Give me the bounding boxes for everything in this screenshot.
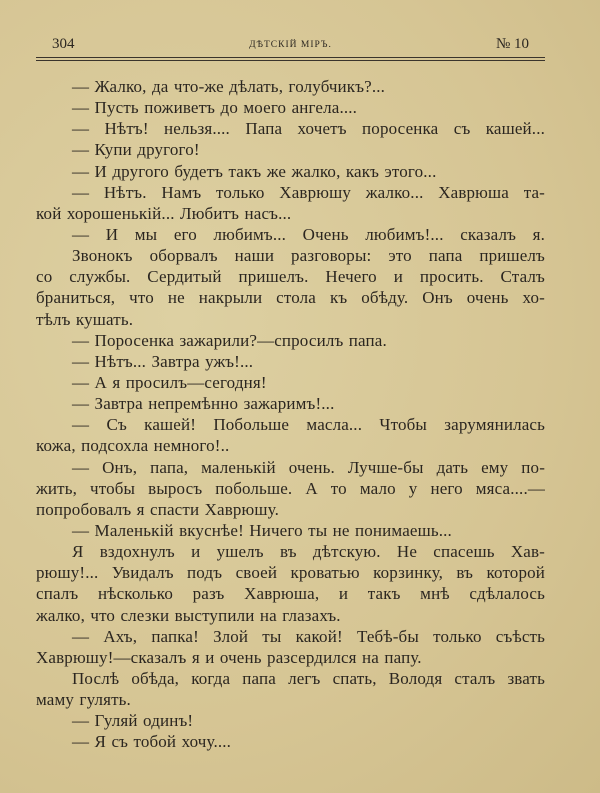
text-line: кой хорошенькій... Любитъ насъ... [36,203,292,223]
text-line: — Маленькій вкуснѣе! Ничего ты не понимаешь... [72,520,452,540]
paragraph [36,393,545,414]
text-line: — Жалко, да что-же дѣлать, голубчикъ?... [72,77,386,96]
text-line: спалъ нѣсколько разъ Хаврюша, и такъ мнѣ сдѣлалось [36,584,545,604]
paragraph [36,541,545,626]
text-line: жить, чтобы выросъ побольше. А то мало у него мяса....— [36,478,545,498]
text-line: — И мы его любимъ... Очень любимъ!... сказалъ я. [72,224,545,244]
text-line: тѣлъ кушать. [36,309,134,329]
running-header [36,34,545,56]
text-line: Звонокъ оборвалъ наши разговоры: это папа пришелъ [72,246,545,266]
text-line: — Ахъ, папка! Злой ты какой! Тебѣ-бы только съѣсть [72,626,545,646]
text-line: маму гулять. [36,690,131,710]
paragraph [36,520,545,541]
paragraph [36,139,545,160]
journal-title: ДѢТСКІЙ МІРЪ. [249,40,332,50]
paragraph [36,457,545,520]
text-line: Я вздохнулъ и ушелъ въ дѣтскую. Не спасешь Хав- [72,542,545,562]
text-line: — А я просилъ—сегодня! [72,372,267,392]
text-line: кожа, подсохла немного!.. [36,436,230,456]
paragraph [36,76,545,97]
text-line: — Нѣтъ. Намъ только Хаврюшу жалко... Хаврюша та- [72,182,545,202]
text-line: — Онъ, папа, маленькій очень. Лучше-бы дать ему по- [72,457,545,477]
text-line: жалко, что слезки выступили на глазахъ. [36,605,341,625]
text-line: — Нѣтъ! нельзя.... Папа хочетъ поросенка съ кашей... [72,119,545,139]
paragraph [36,161,545,182]
paragraph [36,330,545,351]
paragraph [36,97,545,118]
text-line: — Купи другого! [72,140,200,160]
text-line: — Гуляй одинъ! [72,711,194,731]
paragraph [36,245,545,330]
text-line: браниться, что не накрыли стола къ обѣду. Онъ очень хо- [36,288,545,308]
paragraph [36,118,545,139]
paragraph [36,224,545,245]
paragraph [36,414,545,456]
issue-number: № 10 [495,36,529,52]
paragraph [36,710,545,731]
text-line: — И другого будетъ такъ же жалко, какъ этого... [72,161,437,181]
paragraph [36,626,545,668]
text-line: — Съ кашей! Побольше масла... Чтобы зарумянилась [72,415,545,435]
text-line: — Поросенка зажарили?—спросилъ папа. [72,330,387,350]
text-line: Послѣ обѣда, когда папа легъ спать, Володя сталъ звать [72,668,545,688]
text-line: со службы. Сердитый пришелъ. Нечего и просить. Сталъ [36,267,545,287]
paragraph [36,182,545,224]
text-line: попробовалъ я спасти Хаврюшу. [36,499,279,519]
text-line: — Завтра непремѣнно зажаримъ!... [72,394,335,414]
text-line: — Нѣтъ... Завтра ужъ!... [72,351,254,371]
paragraph [36,731,545,752]
text-line: рюшу!... Увидалъ подъ своей кроватью корзинку, въ которой [36,563,545,583]
paragraph [36,351,545,372]
page-text [36,76,545,753]
text-line: — Пусть поживетъ до моего ангела.... [72,98,358,118]
paragraph [36,668,545,710]
paragraph [36,372,545,393]
text-line: — Я съ тобой хочу.... [72,732,232,752]
header-double-rule [36,57,545,61]
text-line: Хаврюшу!—сказалъ я и очень разсердился на папу. [36,647,422,667]
page-number: 304 [52,36,75,52]
